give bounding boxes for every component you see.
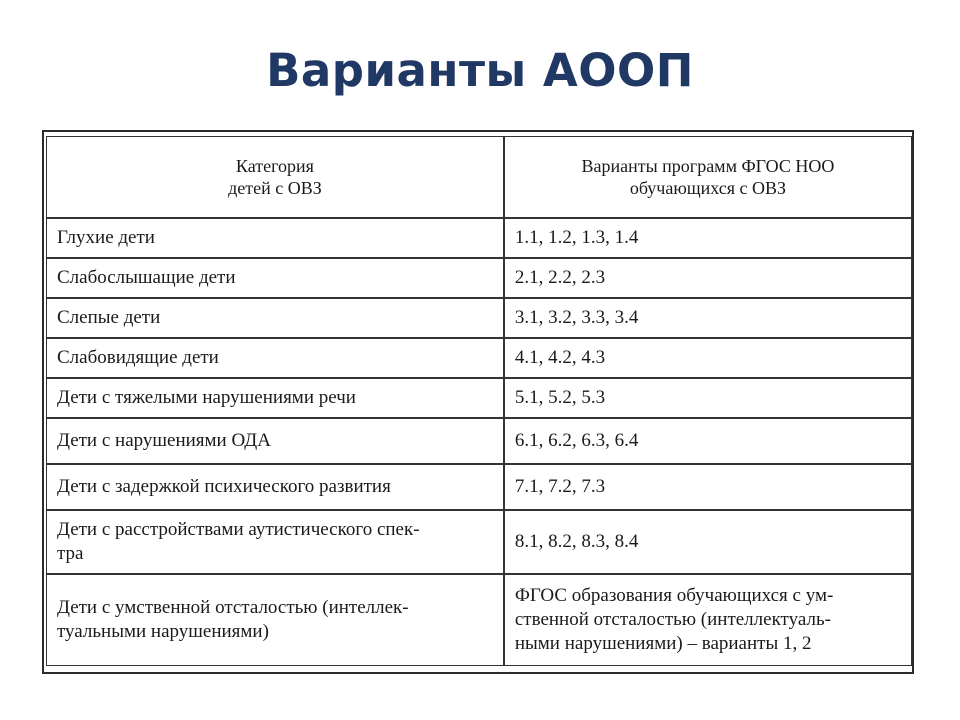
category-line-2: тра <box>57 543 84 564</box>
category-cell: Слепые дети <box>46 298 504 338</box>
table-row <box>46 338 912 378</box>
variants-cell: 1.1, 1.2, 1.3, 1.4 <box>504 218 912 258</box>
table-row <box>46 298 912 338</box>
variants-line-1: ФГОС образования обучающихся с ум- <box>514 585 834 606</box>
variants-cell: 3.1, 3.2, 3.3, 3.4 <box>504 298 912 338</box>
category-cell: Глухие дети <box>46 218 504 258</box>
category-cell: Дети с нарушениями ОДА <box>46 418 504 464</box>
category-line-1: Дети с расстройствами аутистического спек- <box>57 519 420 540</box>
category-cell: Слабовидящие дети <box>46 338 504 378</box>
table-row <box>46 418 912 464</box>
category-cell <box>46 574 504 666</box>
variants-cell: 5.1, 5.2, 5.3 <box>504 378 912 418</box>
variants-cell: 4.1, 4.2, 4.3 <box>504 338 912 378</box>
slide-title: Варианты АООП <box>266 44 694 97</box>
header-variants <box>504 136 912 218</box>
table-frame <box>42 130 914 674</box>
variants-line-3: ными нарушениями) – варианты 1, 2 <box>514 633 812 654</box>
variants-line-2: ственной отсталостью (интеллектуаль- <box>514 609 831 630</box>
table-row <box>46 378 912 418</box>
variants-cell: 8.1, 8.2, 8.3, 8.4 <box>504 510 912 574</box>
table-row <box>46 464 912 510</box>
table-row <box>46 574 912 666</box>
category-cell: Дети с задержкой психического развития <box>46 464 504 510</box>
header-category <box>46 136 504 218</box>
header-category-line-1: Категория <box>235 156 314 176</box>
header-variants-line-2: обучающихся с ОВЗ <box>629 178 787 198</box>
category-cell: Дети с тяжелыми нарушениями речи <box>46 378 504 418</box>
variants-cell: 2.1, 2.2, 2.3 <box>504 258 912 298</box>
variants-cell: 7.1, 7.2, 7.3 <box>504 464 912 510</box>
category-line-2: туальными нарушениями) <box>57 621 269 642</box>
table-row <box>46 510 912 574</box>
aoop-table <box>46 136 912 666</box>
header-category-line-2: детей с ОВЗ <box>228 178 322 198</box>
header-variants-line-1: Варианты программ ФГОС НОО <box>581 156 835 176</box>
table-header-row <box>46 136 912 218</box>
category-line-1: Дети с умственной отсталостью (интеллек- <box>57 597 409 618</box>
category-cell: Слабослышащие дети <box>46 258 504 298</box>
category-cell <box>46 510 504 574</box>
table-row <box>46 218 912 258</box>
variants-cell <box>504 574 912 666</box>
table-row <box>46 258 912 298</box>
variants-cell: 6.1, 6.2, 6.3, 6.4 <box>504 418 912 464</box>
